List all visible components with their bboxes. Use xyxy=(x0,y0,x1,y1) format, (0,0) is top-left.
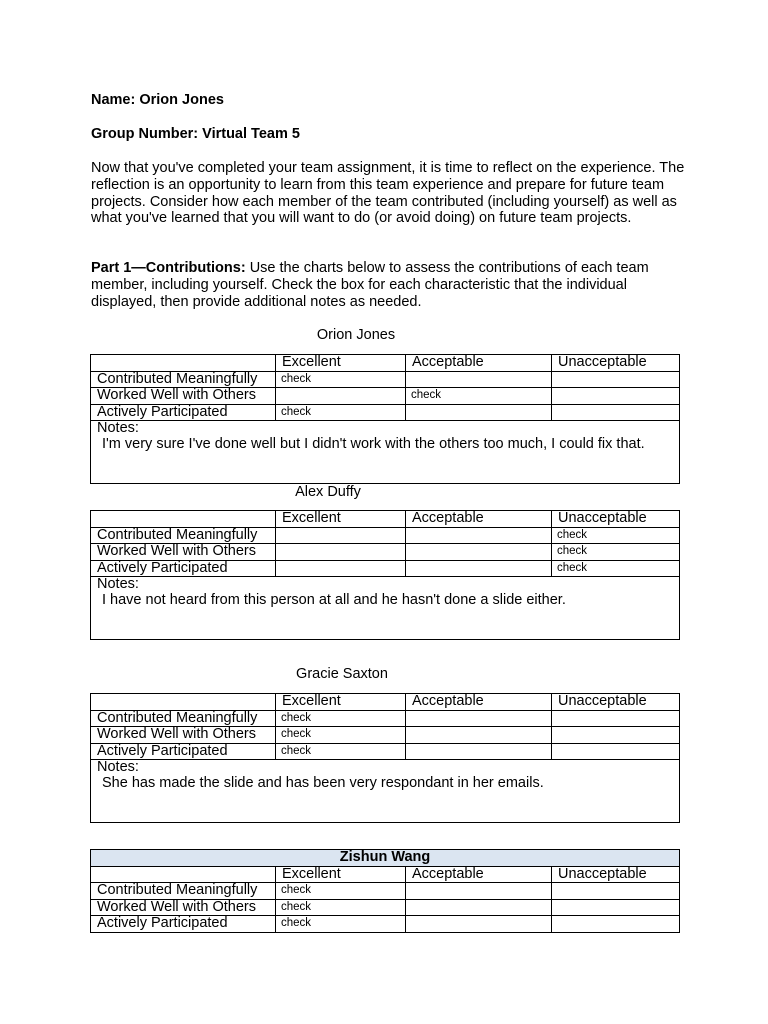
table-row xyxy=(91,388,680,405)
rating-cell[interactable] xyxy=(552,743,680,760)
table-row xyxy=(91,371,680,388)
column-header: Acceptable xyxy=(406,694,552,711)
rating-cell[interactable] xyxy=(406,743,552,760)
column-header: Acceptable xyxy=(406,511,552,528)
part1-text: Use the charts below to assess the contributions of each team member, including yourself. Check the box for each characteristic that the individual displayed, then provide additional notes as needed. xyxy=(91,260,649,310)
part1-instructions xyxy=(91,260,691,310)
column-header: Excellent xyxy=(276,694,406,711)
notes-label: Notes: xyxy=(97,420,139,436)
table-row xyxy=(91,544,680,561)
rating-cell[interactable] xyxy=(406,727,552,744)
intro-paragraph: Now that you've completed your team assignment, it is time to reflect on the experience. The reflection is an opportunity to learn from this team experience and prepare for future team projects. Consider how each member of the team contributed (including yourself) as well as what you've learned that you will want to do (or avoid doing) on future team projects. xyxy=(91,160,685,227)
rating-cell[interactable] xyxy=(406,899,552,916)
rating-cell[interactable]: check xyxy=(276,404,406,421)
column-header: Excellent xyxy=(276,355,406,372)
column-header: Unacceptable xyxy=(552,866,680,883)
row-label: Contributed Meaningfully xyxy=(91,883,276,900)
rating-cell[interactable] xyxy=(406,371,552,388)
notes-row xyxy=(91,421,680,484)
rating-cell[interactable]: check xyxy=(276,883,406,900)
evaluation-table xyxy=(90,510,680,640)
rating-cell[interactable] xyxy=(552,388,680,405)
rating-cell[interactable]: check xyxy=(276,727,406,744)
notes-row xyxy=(91,760,680,823)
row-label: Contributed Meaningfully xyxy=(91,371,276,388)
header-row xyxy=(91,511,680,528)
student-name: Name: Orion Jones xyxy=(91,92,224,108)
notes-text: I'm very sure I've done well but I didn't work with the others too much, I could fix that. xyxy=(102,435,645,452)
rating-cell[interactable]: check xyxy=(406,388,552,405)
table-row xyxy=(91,560,680,577)
table-row xyxy=(91,404,680,421)
column-header: Unacceptable xyxy=(552,355,680,372)
column-header: Acceptable xyxy=(406,355,552,372)
rating-cell[interactable] xyxy=(406,916,552,933)
column-header: Unacceptable xyxy=(552,511,680,528)
rating-cell[interactable] xyxy=(552,916,680,933)
evaluation-table xyxy=(90,354,680,484)
row-label: Worked Well with Others xyxy=(91,544,276,561)
rating-cell[interactable]: check xyxy=(276,710,406,727)
part1-label: Part 1—Contributions: xyxy=(91,260,246,276)
rating-cell[interactable]: check xyxy=(552,527,680,544)
rating-cell[interactable] xyxy=(552,371,680,388)
group-number: Group Number: Virtual Team 5 xyxy=(91,126,300,142)
rating-cell[interactable]: check xyxy=(276,899,406,916)
row-label: Actively Participated xyxy=(91,743,276,760)
table-row xyxy=(91,527,680,544)
rating-cell[interactable] xyxy=(552,899,680,916)
notes-cell[interactable] xyxy=(91,421,680,484)
column-header: Excellent xyxy=(276,866,406,883)
rating-cell[interactable] xyxy=(406,404,552,421)
table-row xyxy=(91,899,680,916)
rating-cell[interactable] xyxy=(276,544,406,561)
table-row xyxy=(91,883,680,900)
rating-cell[interactable] xyxy=(552,883,680,900)
row-label: Worked Well with Others xyxy=(91,727,276,744)
evaluation-table xyxy=(90,693,680,823)
row-label: Contributed Meaningfully xyxy=(91,710,276,727)
rating-cell[interactable]: check xyxy=(276,916,406,933)
rating-cell[interactable]: check xyxy=(276,743,406,760)
rating-cell[interactable]: check xyxy=(276,371,406,388)
corner-cell xyxy=(91,511,276,528)
rating-cell[interactable] xyxy=(406,883,552,900)
row-label: Actively Participated xyxy=(91,560,276,577)
table-row xyxy=(91,710,680,727)
column-header: Unacceptable xyxy=(552,694,680,711)
table-row xyxy=(91,727,680,744)
rating-cell[interactable] xyxy=(406,710,552,727)
notes-label: Notes: xyxy=(97,576,139,592)
row-label: Worked Well with Others xyxy=(91,388,276,405)
notes-cell[interactable] xyxy=(91,577,680,640)
notes-text: I have not heard from this person at all and he hasn't done a slide either. xyxy=(102,591,566,608)
evaluation-table xyxy=(90,849,680,933)
row-label: Actively Participated xyxy=(91,404,276,421)
rating-cell[interactable] xyxy=(276,560,406,577)
corner-cell xyxy=(91,694,276,711)
rating-cell[interactable] xyxy=(406,527,552,544)
rating-cell[interactable]: check xyxy=(552,544,680,561)
column-header: Acceptable xyxy=(406,866,552,883)
member-caption: Alex Duffy xyxy=(295,484,361,500)
row-label: Worked Well with Others xyxy=(91,899,276,916)
row-label: Actively Participated xyxy=(91,916,276,933)
member-caption: Gracie Saxton xyxy=(296,666,388,682)
table-row xyxy=(91,743,680,760)
rating-cell[interactable] xyxy=(552,710,680,727)
rating-cell[interactable] xyxy=(406,544,552,561)
notes-text: She has made the slide and has been very respondant in her emails. xyxy=(102,774,544,791)
table-row xyxy=(91,916,680,933)
column-header: Excellent xyxy=(276,511,406,528)
header-row xyxy=(91,866,680,883)
rating-cell[interactable]: check xyxy=(552,560,680,577)
notes-label: Notes: xyxy=(97,759,139,775)
notes-cell[interactable] xyxy=(91,760,680,823)
member-caption: Orion Jones xyxy=(316,327,396,343)
rating-cell[interactable] xyxy=(552,404,680,421)
corner-cell xyxy=(91,866,276,883)
corner-cell xyxy=(91,355,276,372)
rating-cell[interactable] xyxy=(406,560,552,577)
member-caption: Zishun Wang xyxy=(91,850,680,867)
title-row xyxy=(91,850,680,867)
notes-row xyxy=(91,577,680,640)
rating-cell[interactable] xyxy=(276,527,406,544)
row-label: Contributed Meaningfully xyxy=(91,527,276,544)
header-row xyxy=(91,355,680,372)
rating-cell[interactable] xyxy=(552,727,680,744)
header-row xyxy=(91,694,680,711)
rating-cell[interactable] xyxy=(276,388,406,405)
